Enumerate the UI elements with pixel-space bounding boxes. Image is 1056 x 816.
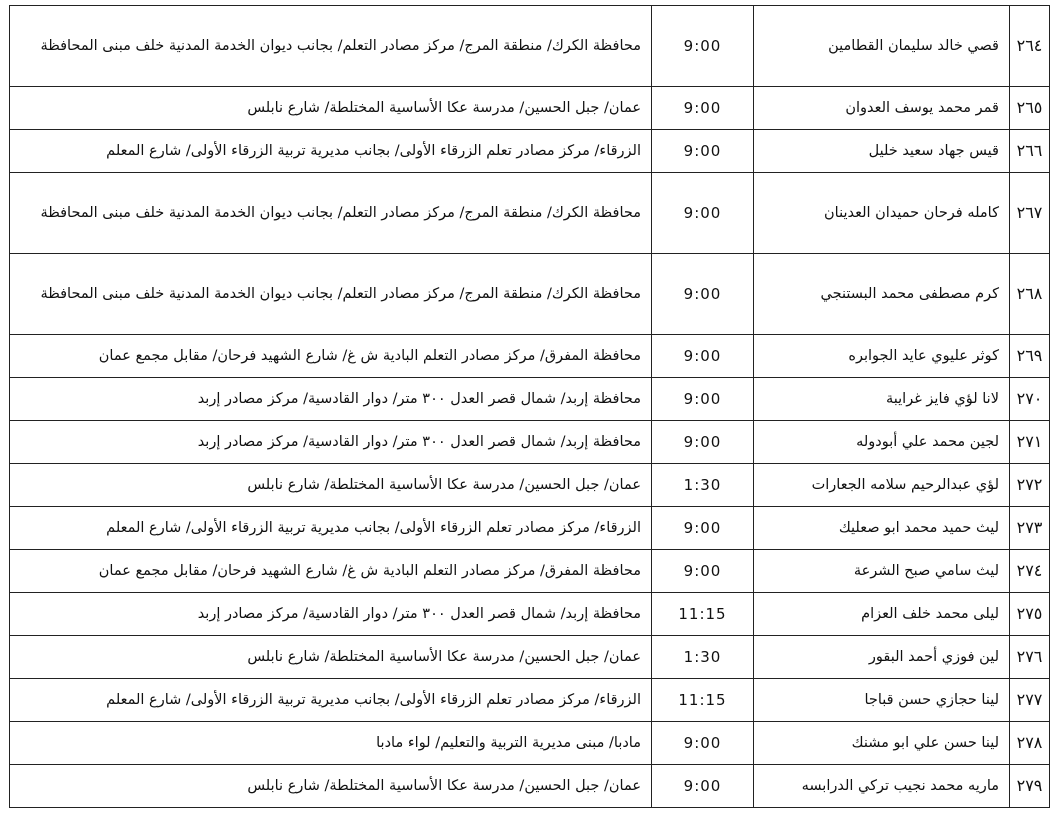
student-name: ماريه محمد نجيب تركي الدرابسه [754, 765, 1010, 808]
table-row [10, 378, 1050, 421]
student-name: ليلى محمد خلف العزام [754, 593, 1010, 636]
table-row [10, 421, 1050, 464]
student-name: كرم مصطفى محمد البستنجي [754, 254, 1010, 335]
student-name: لينا حسن علي ابو مشنك [754, 722, 1010, 765]
exam-time: 1:30 [652, 636, 754, 679]
exam-location: عمان/ جبل الحسين/ مدرسة عكا الأساسية المختلطة/ شارع نابلس [10, 636, 652, 679]
student-name: كامله فرحان حميدان العدينان [754, 173, 1010, 254]
exam-location: محافظة المفرق/ مركز مصادر التعلم البادية ش غ/ شارع الشهيد فرحان/ مقابل مجمع عمان [10, 335, 652, 378]
exam-location: محافظة الكرك/ منطقة المرج/ مركز مصادر التعلم/ بجانب ديوان الخدمة المدنية خلف مبنى المحافظة [10, 6, 652, 87]
row-number: ٢٦٩ [1010, 335, 1050, 378]
student-name: قيس جهاد سعيد خليل [754, 130, 1010, 173]
row-number: ٢٧٧ [1010, 679, 1050, 722]
exam-time: 9:00 [652, 173, 754, 254]
student-name: قصي خالد سليمان القطامين [754, 6, 1010, 87]
student-name: لؤي عبدالرحيم سلامه الجعارات [754, 464, 1010, 507]
exam-location: محافظة إربد/ شمال قصر العدل ٣٠٠ متر/ دوار القادسية/ مركز مصادر إربد [10, 593, 652, 636]
student-name: لينا حجازي حسن قباجا [754, 679, 1010, 722]
exam-location: عمان/ جبل الحسين/ مدرسة عكا الأساسية المختلطة/ شارع نابلس [10, 87, 652, 130]
exam-time: 9:00 [652, 765, 754, 808]
row-number: ٢٧٨ [1010, 722, 1050, 765]
row-number: ٢٦٤ [1010, 6, 1050, 87]
exam-time: 9:00 [652, 130, 754, 173]
table-row [10, 593, 1050, 636]
row-number: ٢٧٣ [1010, 507, 1050, 550]
exam-time: 9:00 [652, 335, 754, 378]
table-row [10, 130, 1050, 173]
row-number: ٢٧٠ [1010, 378, 1050, 421]
student-name: لانا لؤي فايز غرايبة [754, 378, 1010, 421]
exam-location: محافظة المفرق/ مركز مصادر التعلم البادية ش غ/ شارع الشهيد فرحان/ مقابل مجمع عمان [10, 550, 652, 593]
table-row [10, 464, 1050, 507]
row-number: ٢٧٥ [1010, 593, 1050, 636]
exam-time: 9:00 [652, 421, 754, 464]
exam-time: 9:00 [652, 550, 754, 593]
exam-location: محافظة إربد/ شمال قصر العدل ٣٠٠ متر/ دوار القادسية/ مركز مصادر إربد [10, 378, 652, 421]
student-name: لجين محمد علي أبودوله [754, 421, 1010, 464]
exam-time: 9:00 [652, 507, 754, 550]
table-row [10, 254, 1050, 335]
exam-location: الزرقاء/ مركز مصادر تعلم الزرقاء الأولى/ بجانب مديرية تربية الزرقاء الأولى/ شارع المعلم [10, 130, 652, 173]
table-row [10, 765, 1050, 808]
schedule-sheet [9, 5, 1049, 808]
row-number: ٢٦٧ [1010, 173, 1050, 254]
row-number: ٢٧٩ [1010, 765, 1050, 808]
exam-location: الزرقاء/ مركز مصادر تعلم الزرقاء الأولى/ بجانب مديرية تربية الزرقاء الأولى/ شارع المعلم [10, 507, 652, 550]
row-number: ٢٧٦ [1010, 636, 1050, 679]
schedule-table [9, 5, 1050, 808]
exam-time: 9:00 [652, 6, 754, 87]
exam-time: 9:00 [652, 254, 754, 335]
row-number: ٢٧٤ [1010, 550, 1050, 593]
table-row [10, 636, 1050, 679]
row-number: ٢٦٦ [1010, 130, 1050, 173]
exam-time: 9:00 [652, 87, 754, 130]
exam-location: الزرقاء/ مركز مصادر تعلم الزرقاء الأولى/ بجانب مديرية تربية الزرقاء الأولى/ شارع المعلم [10, 679, 652, 722]
row-number: ٢٧١ [1010, 421, 1050, 464]
exam-time: 11:15 [652, 593, 754, 636]
table-row [10, 335, 1050, 378]
table-row [10, 173, 1050, 254]
table-row [10, 679, 1050, 722]
schedule-table-body [10, 6, 1050, 808]
student-name: كوثر عليوي عايد الجوابره [754, 335, 1010, 378]
student-name: ليث سامي صبح الشرعة [754, 550, 1010, 593]
exam-location: محافظة الكرك/ منطقة المرج/ مركز مصادر التعلم/ بجانب ديوان الخدمة المدنية خلف مبنى المحافظة [10, 254, 652, 335]
exam-time: 11:15 [652, 679, 754, 722]
row-number: ٢٧٢ [1010, 464, 1050, 507]
exam-location: عمان/ جبل الحسين/ مدرسة عكا الأساسية المختلطة/ شارع نابلس [10, 464, 652, 507]
table-row [10, 507, 1050, 550]
table-row [10, 6, 1050, 87]
row-number: ٢٦٨ [1010, 254, 1050, 335]
student-name: قمر محمد يوسف العدوان [754, 87, 1010, 130]
row-number: ٢٦٥ [1010, 87, 1050, 130]
exam-location: محافظة الكرك/ منطقة المرج/ مركز مصادر التعلم/ بجانب ديوان الخدمة المدنية خلف مبنى المحافظة [10, 173, 652, 254]
table-row [10, 550, 1050, 593]
exam-location: مادبا/ مبنى مديرية التربية والتعليم/ لواء مادبا [10, 722, 652, 765]
student-name: لين فوزي أحمد البقور [754, 636, 1010, 679]
exam-time: 1:30 [652, 464, 754, 507]
exam-time: 9:00 [652, 378, 754, 421]
student-name: ليث حميد محمد ابو صعليك [754, 507, 1010, 550]
exam-time: 9:00 [652, 722, 754, 765]
exam-location: عمان/ جبل الحسين/ مدرسة عكا الأساسية المختلطة/ شارع نابلس [10, 765, 652, 808]
table-row [10, 722, 1050, 765]
exam-location: محافظة إربد/ شمال قصر العدل ٣٠٠ متر/ دوار القادسية/ مركز مصادر إربد [10, 421, 652, 464]
table-row [10, 87, 1050, 130]
